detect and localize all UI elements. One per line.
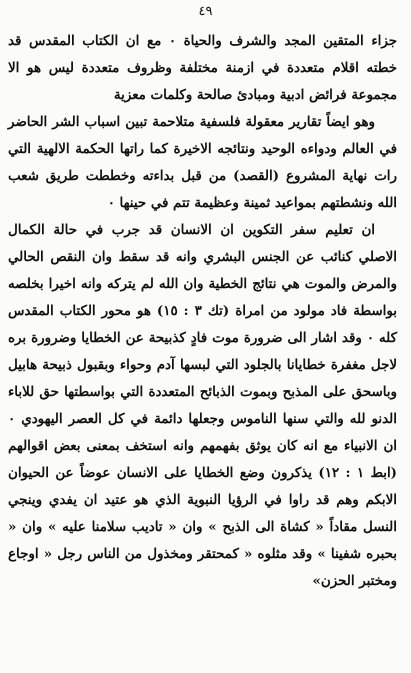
page-text [8, 28, 397, 595]
paragraph-1: جزاء المتقين المجد والشرف والحياة ٠ مع ان الكتاب المقدس قد خطته اقلام متعددة في ازمنة مختلفة وظروف متعددة ليس هو الا مجموعة فرائض ادبية ومبادئ صالحة وكلمات معزية [8, 33, 397, 103]
paragraph-2: وهو ايضاً تقارير معقولة فلسفية متلاحمة تبين اسباب الشر الحاضر في العالم ودواءه الوحيد ونتائجه الاخيرة كما راتها الحكمة الالهية التي رات نهاية المشروع (القصد) من قبل بداءته وخططت طريق شعب الله ونشطتهم بمواعيد ثمينة وعظيمة تتم في حينها ٠ [8, 114, 397, 211]
page-number: ٤٩ [198, 4, 213, 19]
paragraph-3: ان تعليم سفر التكوين ان الانسان قد جرب في حالة الكمال الاصلي كنائب عن الجنس البشري وانه قد سقط وان النقص الحالي والمرض والموت هي نتائج الخطية وان الله لم يتركه وانه اخيرا بخلصه بواسطة فاد مولود من امراة (تك ٣ : ١٥) هو محور الكتاب المقدس كله ٠ وقد اشار الى ضرورة موت فادٍ كذبيحة عن الخطايا وضرورة بره لاجل مغفرة خطايانا بالجلود التي لبسها آدم وحواء وبقبول ذبيحة هابيل وباسحق على المذبح وبموت الذبائح المتعددة التي بواسطتها حق للاباء الدنو لله والتي سنها الناموس وجعلها دائمة في كل العصر اليهودي ٠ ان الانبياء مع انه كان يوثق بفهمهم وانه استخف بمعنى بعض اقوالهم (ابط ١ : ١٢) يذكرون وضع الخطايا على الانسان عوضاً عن الحيوان الابكم وهم قد راوا في الرؤيا النبوية الذي هو عتيد ان يفدي وينجي النسل مقاداً « كشاة الى الذبح » وان « تاديب سلامنا عليه » وان « بحبره شفينا » وقد مثلوه « كمحتقر ومخذول من الناس رجل « اوجاع ومختبر الحزن» [8, 222, 397, 589]
